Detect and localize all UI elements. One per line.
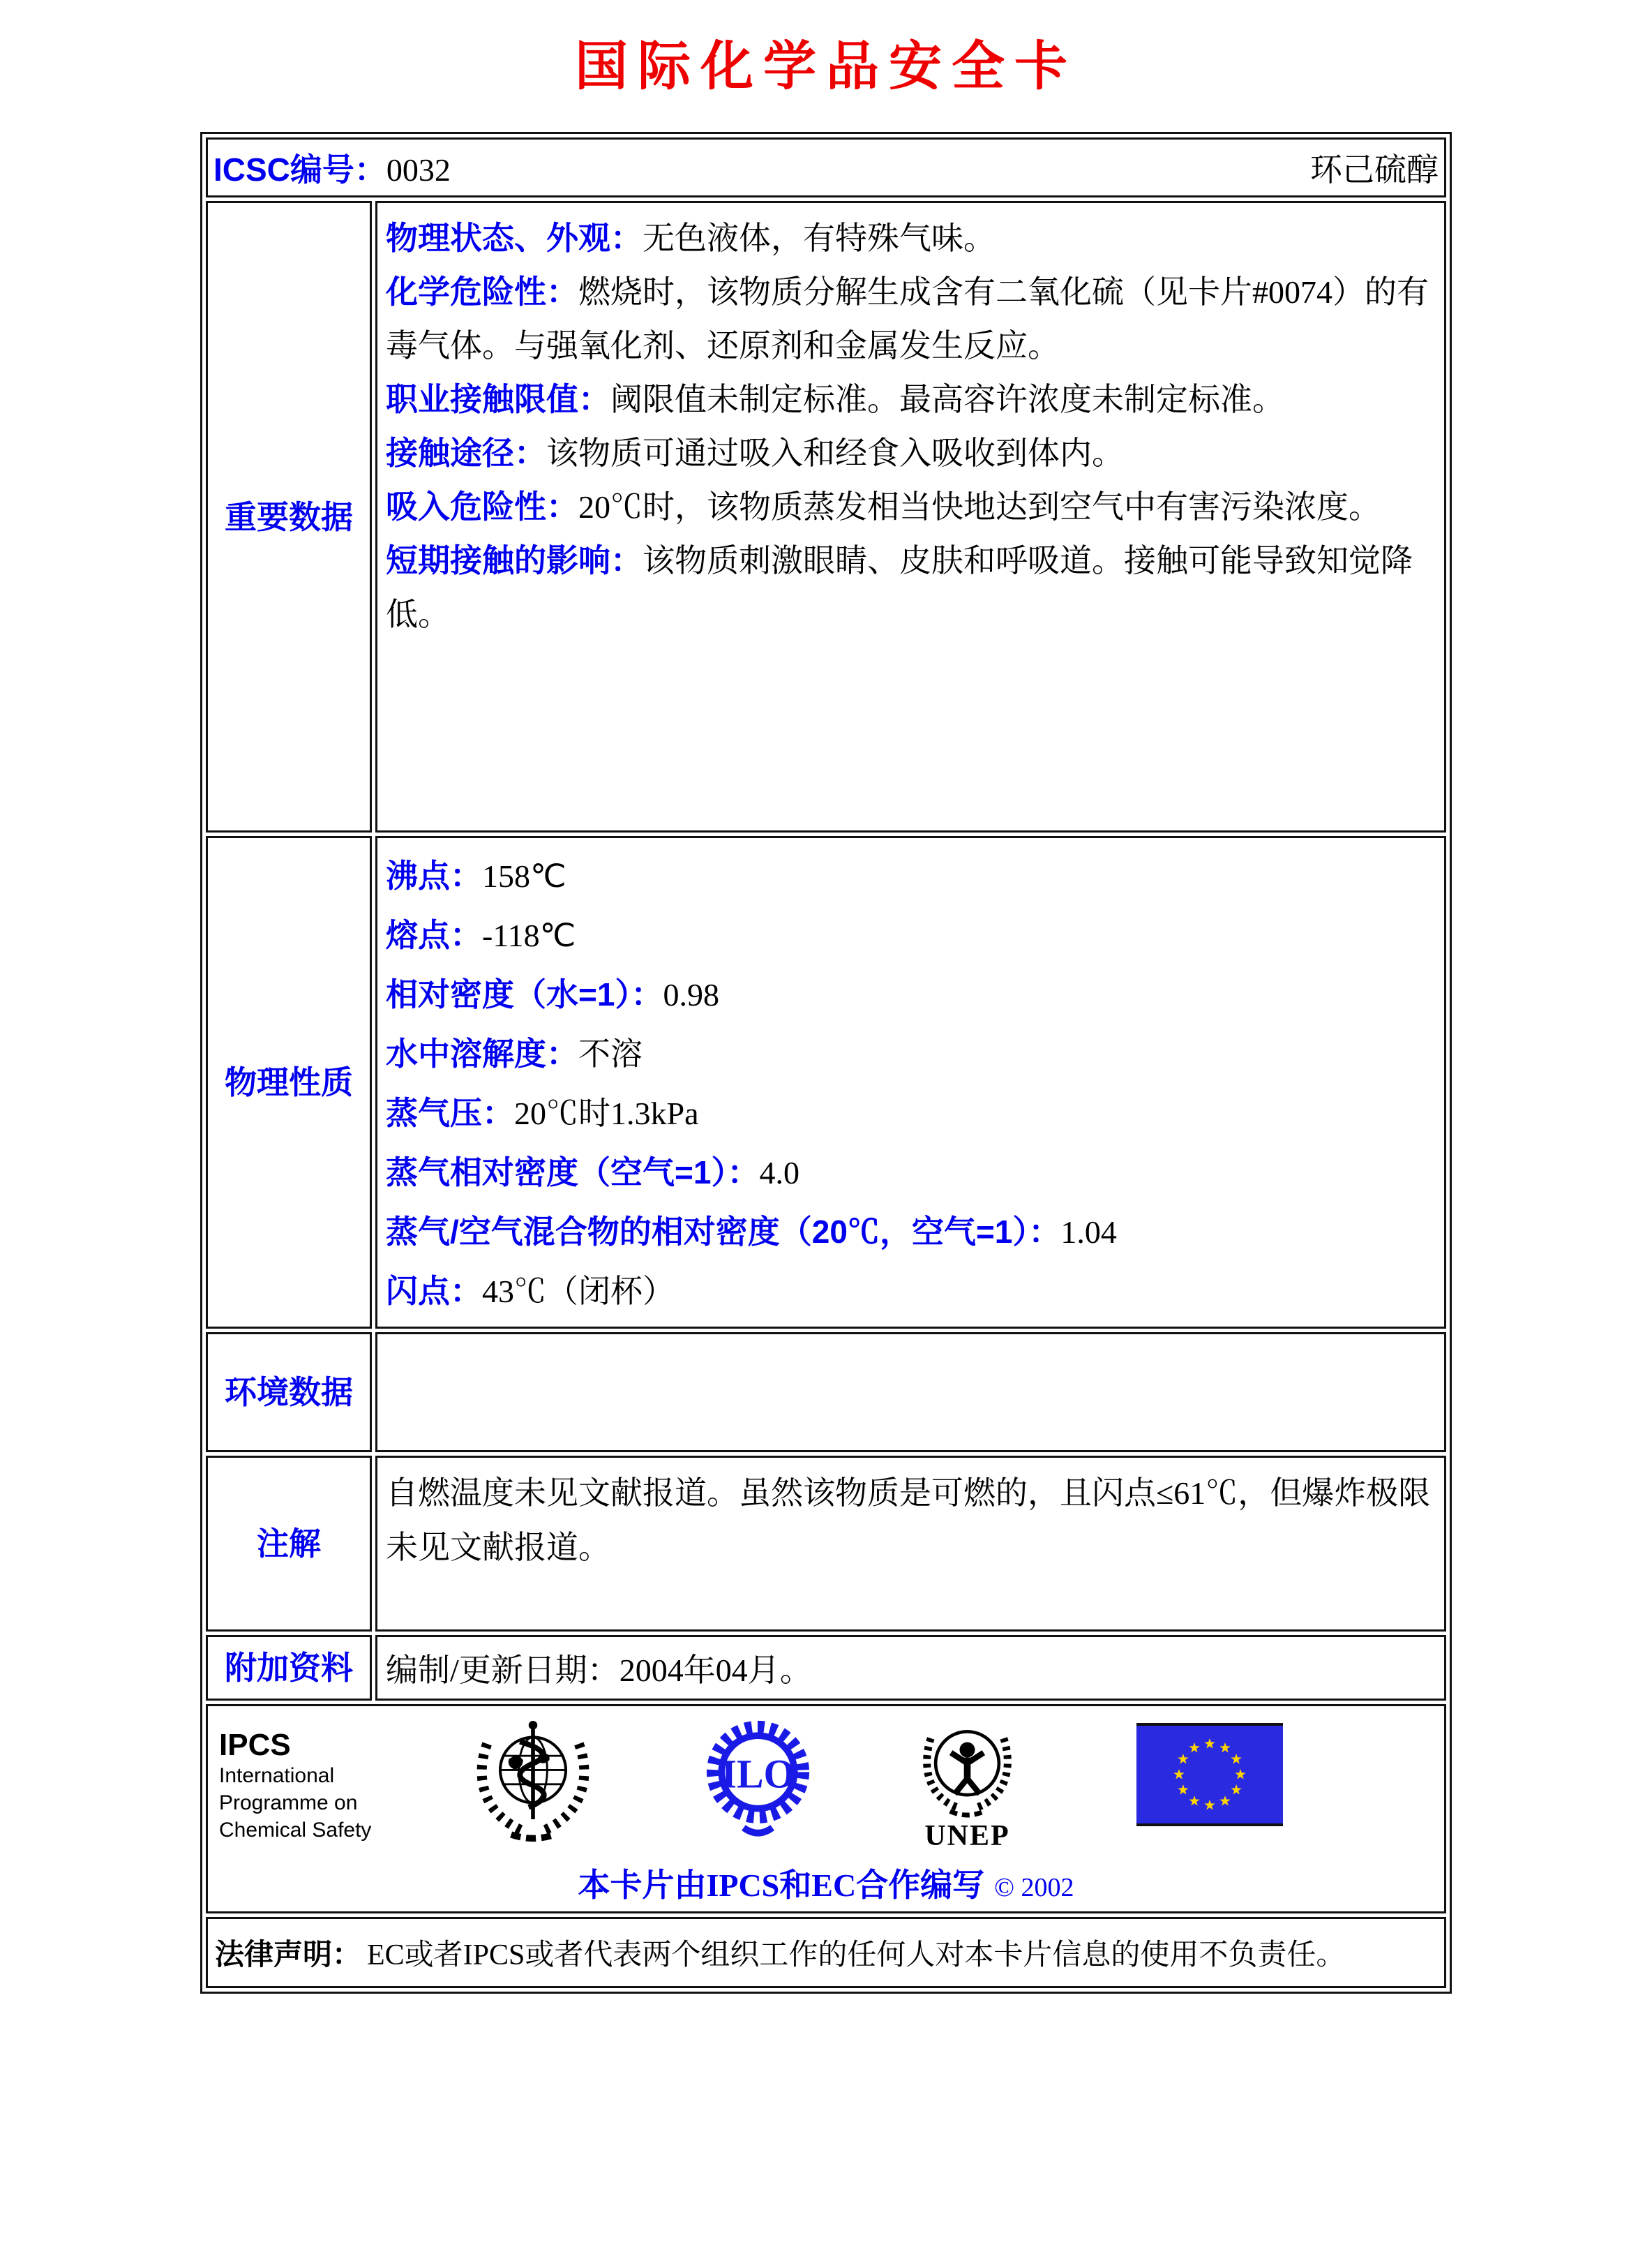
item-value: 43℃（闭杯） (482, 1274, 675, 1309)
item-key: 熔点： (386, 917, 482, 953)
item-key: 蒸气压： (386, 1095, 514, 1131)
notes-label: 注解 (257, 1525, 321, 1562)
physical-property-item (386, 906, 1436, 965)
item-value: -118℃ (482, 918, 576, 953)
additional-info-row (206, 1635, 1446, 1701)
item-value: 无色液体，有特殊气味。 (643, 221, 996, 256)
item-key: 职业接触限值： (386, 381, 610, 417)
important-data-item (386, 265, 1436, 373)
item-key: 蒸气/空气混合物的相对密度（20℃，空气=1）： (386, 1214, 1061, 1250)
item-key: 沸点： (386, 858, 482, 894)
environmental-data-label: 环境数据 (225, 1374, 353, 1410)
item-value: 20℃时1.3kPa (514, 1096, 699, 1131)
legal-label: 法律声明： (215, 1938, 362, 1971)
environmental-data-content (375, 1332, 1446, 1452)
physical-property-item (386, 965, 1436, 1024)
chemical-name: 环己硫醇 (1310, 152, 1439, 188)
legal-text: EC或者IPCS或者代表两个组织工作的任何人对本卡片信息的使用不负责任。 (367, 1939, 1346, 1971)
item-key: 物理状态、外观： (386, 220, 643, 256)
item-value: 燃烧时，该物质分解生成含有二氧化硫（见卡片#0074）的有毒气体。与强氧化剂、还原剂和金属发生反应。 (386, 274, 1429, 364)
item-key: 吸入危险性： (386, 488, 578, 525)
important-data-item (386, 480, 1436, 534)
physical-property-item (386, 1024, 1436, 1084)
item-value: 1.04 (1060, 1214, 1117, 1250)
page-title: 国际化学品安全卡 (575, 37, 1077, 96)
item-value: 2004年04月。 (619, 1652, 812, 1688)
header-row (206, 137, 1446, 197)
item-value: 20℃时，该物质蒸发相当快地达到空气中有害污染浓度。 (578, 489, 1381, 525)
notes-row (206, 1456, 1446, 1632)
unep-logo-icon (910, 1713, 1025, 1853)
ipcs-text-block (219, 1713, 393, 1844)
item-key: 蒸气相对密度（空气=1）： (386, 1154, 760, 1191)
important-data-row (206, 201, 1446, 833)
item-value: 该物质刺激眼睛、皮肤和呼吸道。接触可能导致知觉降低。 (386, 543, 1413, 632)
important-data-item (386, 211, 1436, 265)
item-key: 接触途径： (386, 435, 546, 471)
footer-row (206, 1704, 1446, 1913)
footer-cell (206, 1704, 1446, 1913)
item-key: 编制/更新日期： (386, 1652, 620, 1688)
item-value: 该物质可通过吸入和经食入吸收到体内。 (546, 435, 1124, 471)
logo-strip (219, 1713, 1433, 1853)
physical-property-item (386, 1084, 1436, 1143)
item-value: 158℃ (482, 858, 566, 894)
additional-info-item (386, 1645, 812, 1691)
item-key: 水中溶解度： (386, 1036, 578, 1072)
physical-property-item (386, 846, 1436, 906)
legal-row (206, 1917, 1446, 1988)
icsc-number-value: 0032 (386, 152, 451, 188)
item-value: 阈限值未制定标准。最高容许浓度未制定标准。 (610, 382, 1284, 417)
ipcs-title: IPCS (219, 1728, 291, 1762)
footer-caption-text: 本卡片由IPCS和EC合作编写 (578, 1867, 985, 1903)
notes-content (375, 1456, 1446, 1632)
ipcs-subtitle-line: International (219, 1764, 335, 1787)
physical-properties-content (375, 836, 1446, 1329)
icsc-number-group (213, 144, 451, 191)
item-key: 化学危险性： (386, 274, 578, 310)
important-data-item (386, 534, 1436, 641)
footer-copyright: © 2002 (994, 1873, 1074, 1902)
header-cell (206, 137, 1446, 197)
environmental-data-label-cell (206, 1332, 372, 1452)
icsc-card-page (0, 24, 1652, 2254)
important-data-label-cell (206, 201, 372, 833)
notes-label-cell (206, 1456, 372, 1632)
item-value: 4.0 (759, 1155, 799, 1191)
ilo-logo-icon (700, 1716, 816, 1842)
legal-cell (206, 1917, 1446, 1988)
important-data-item (386, 426, 1436, 480)
item-value: 不溶 (578, 1036, 643, 1072)
ipcs-subtitle-line: Chemical Safety (219, 1819, 372, 1842)
additional-info-label-cell (206, 1635, 372, 1701)
icsc-number-label: ICSC编号： (213, 151, 386, 188)
physical-property-item (386, 1262, 1436, 1321)
additional-info-content (375, 1635, 1446, 1701)
physical-properties-label-cell (206, 836, 372, 1329)
important-data-content (375, 201, 1446, 833)
item-key: 相对密度（水=1）： (386, 976, 663, 1013)
additional-info-label: 附加资料 (225, 1650, 353, 1686)
physical-property-item (386, 1202, 1436, 1262)
physical-properties-label: 物理性质 (225, 1064, 353, 1100)
unep-wordmark: UNEP (924, 1820, 1010, 1852)
footer-caption (219, 1860, 1433, 1906)
ilo-letters: ILO (721, 1752, 795, 1797)
who-logo-icon (467, 1713, 599, 1844)
eu-flag-icon (1136, 1723, 1283, 1826)
important-data-label: 重要数据 (225, 498, 353, 535)
icsc-document (200, 132, 1452, 1994)
ipcs-subtitle-line: Programme on (219, 1791, 358, 1814)
important-data-item (386, 373, 1436, 426)
item-key: 闪点： (386, 1273, 482, 1309)
physical-property-item (386, 1143, 1436, 1202)
physical-properties-row (206, 836, 1446, 1329)
environmental-data-row (206, 1332, 1446, 1452)
item-key: 短期接触的影响： (386, 542, 643, 579)
item-value: 0.98 (663, 977, 719, 1013)
notes-text: 自燃温度未见文献报道。虽然该物质是可燃的，且闪点≤61℃，但爆炸极限未见文献报道。 (386, 1475, 1431, 1565)
